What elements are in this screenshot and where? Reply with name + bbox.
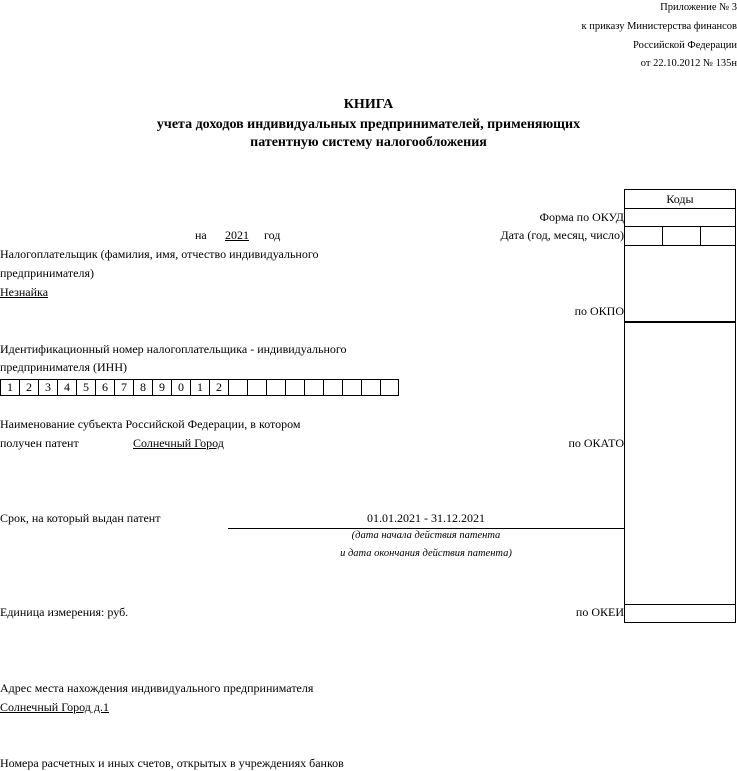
- region-label-1: Наименование субъекта Российской Федерации, в котором: [0, 417, 301, 431]
- inn-cell: [323, 379, 342, 396]
- codes-date-divider: [624, 245, 736, 246]
- region-label-2: получен патент: [0, 436, 79, 450]
- form-okud-label: Форма по ОКУД: [539, 210, 624, 224]
- inn-cell: [266, 379, 285, 396]
- inn-cell: 9: [152, 379, 171, 396]
- inn-cell: 6: [95, 379, 114, 396]
- appendix-ministry: Российской Федерации: [633, 40, 737, 51]
- codes-okei-divider: [624, 604, 736, 605]
- codes-column: [624, 189, 736, 623]
- inn-cell: [361, 379, 380, 396]
- taxpayer-label-1: Налогоплательщик (фамилия, имя, отчество индивидуального: [0, 247, 319, 261]
- address-label: Адрес места нахождения индивидуального предпринимателя: [0, 681, 314, 695]
- inn-cell: 4: [57, 379, 76, 396]
- inn-cell: 5: [76, 379, 95, 396]
- inn-label-2: предпринимателя (ИНН): [0, 360, 127, 374]
- inn-grid: [0, 379, 399, 396]
- inn-cell: [285, 379, 304, 396]
- date-label: Дата (год, месяц, число): [500, 228, 624, 242]
- codes-okud-divider: [624, 226, 736, 227]
- year-prefix: на: [195, 228, 207, 242]
- address-value: Солнечный Город д.1: [0, 700, 109, 714]
- year-suffix: год: [264, 228, 281, 242]
- region-value: Солнечный Город: [133, 436, 224, 450]
- inn-cell: [342, 379, 361, 396]
- okei-label: по ОКЕИ: [575, 605, 624, 619]
- inn-cell: [247, 379, 266, 396]
- okato-label: по ОКАТО: [568, 436, 624, 450]
- term-note-1: (дата начала действия патента: [351, 530, 501, 541]
- term-label: Срок, на который выдан патент: [0, 511, 161, 525]
- doc-subtitle-2: патентную систему налогообложения: [250, 135, 487, 150]
- inn-cell: 2: [19, 379, 38, 396]
- codes-date-sep-2: [700, 227, 701, 245]
- accounts-label: Номера расчетных и иных счетов, открытых в учреждениях банков: [0, 756, 344, 770]
- okpo-label: по ОКПО: [574, 304, 624, 318]
- inn-cell: 2: [209, 379, 228, 396]
- codes-okpo-divider: [624, 321, 736, 323]
- appendix-date: от 22.10.2012 № 135н: [640, 58, 737, 69]
- term-value: 01.01.2021 - 31.12.2021: [367, 511, 485, 525]
- inn-cell: 1: [190, 379, 209, 396]
- inn-cell: 0: [171, 379, 190, 396]
- doc-subtitle-1: учета доходов индивидуальных предпринимателей, применяющих: [156, 117, 581, 132]
- inn-cell: 3: [38, 379, 57, 396]
- codes-header: Коды: [625, 190, 735, 209]
- appendix-order: к приказу Министерства финансов: [581, 21, 737, 32]
- taxpayer-name: Незнайка: [0, 285, 49, 299]
- term-underline: [228, 528, 624, 529]
- taxpayer-label-2: предпринимателя): [0, 266, 94, 280]
- inn-label-1: Идентификационный номер налогоплательщика - индивидуального: [0, 342, 347, 356]
- codes-date-sep-1: [662, 227, 663, 245]
- inn-cell: 8: [133, 379, 152, 396]
- inn-cell: [228, 379, 247, 396]
- inn-cell: 7: [114, 379, 133, 396]
- inn-cell: [304, 379, 323, 396]
- unit-label: Единица измерения: руб.: [0, 605, 129, 619]
- year-value: 2021: [225, 228, 249, 242]
- inn-cell: 1: [0, 379, 19, 396]
- term-note-2: и дата окончания действия патента): [340, 548, 512, 559]
- appendix-number: Приложение № 3: [660, 2, 737, 13]
- doc-title: КНИГА: [343, 97, 394, 112]
- inn-cell: [380, 379, 399, 396]
